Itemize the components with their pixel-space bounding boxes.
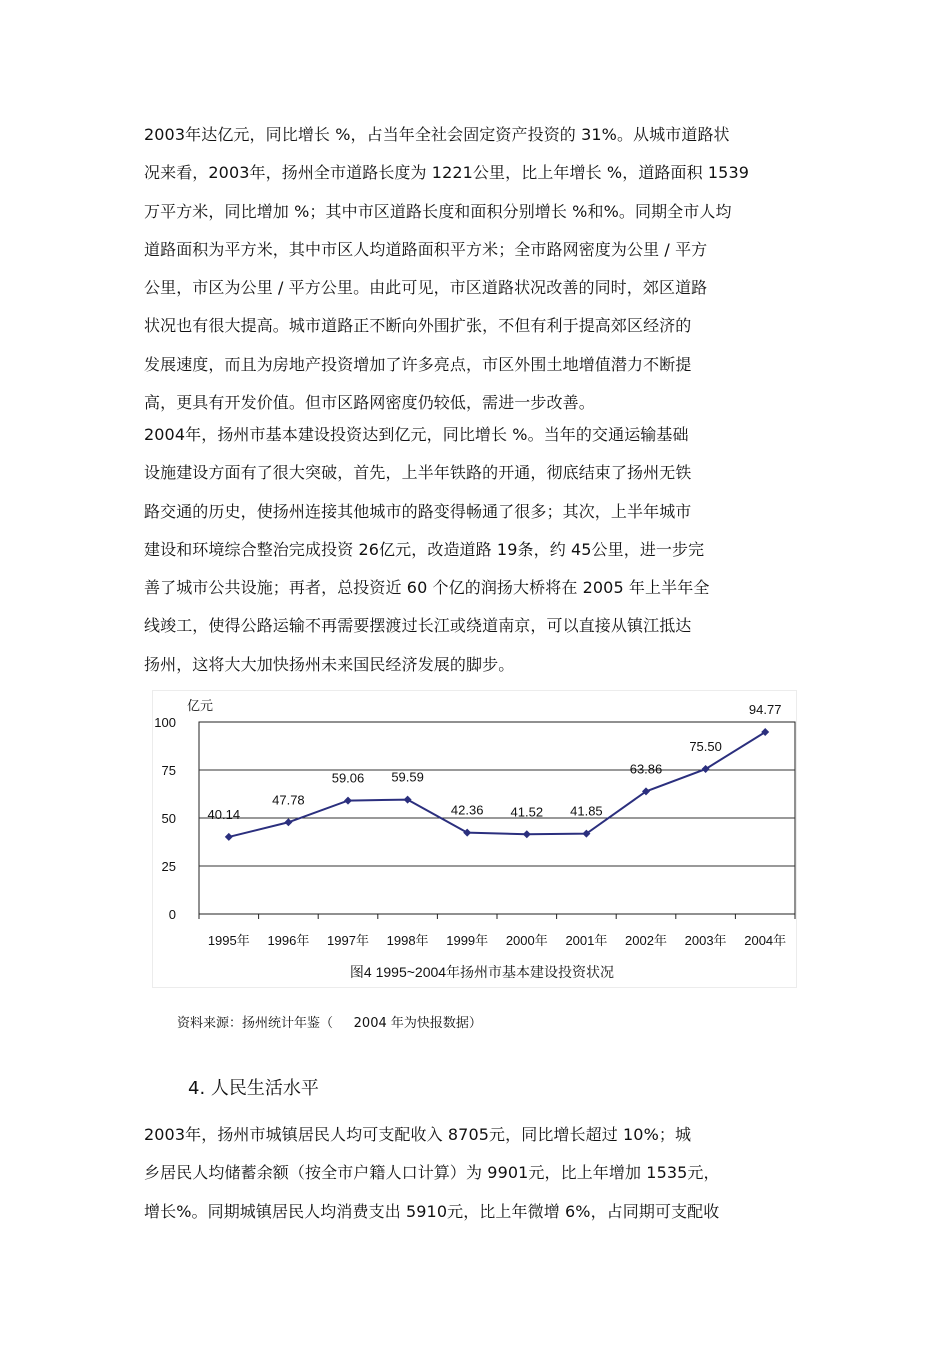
text-line: 扬州，这将大大加快扬州未来国民经济发展的脚步。: [144, 654, 515, 674]
data-label: 94.77: [748, 702, 782, 718]
text-line: 路交通的历史，使扬州连接其他城市的路变得畅通了很多；其次，上半年城市: [144, 501, 692, 521]
x-tick-label: 1996年: [267, 933, 310, 948]
x-tick-label: 2001年: [565, 933, 608, 948]
data-label: 41.85: [570, 803, 603, 819]
data-label: 59.59: [391, 769, 424, 785]
data-label: 63.86: [629, 761, 663, 777]
x-tick-label: 1995年: [207, 933, 250, 948]
text-line: 道路面积为平方米，其中市区人均道路面积平方米；全市路网密度为公里 / 平方: [144, 239, 708, 259]
x-tick-label: 1998年: [386, 933, 429, 948]
text-line: 万平方米，同比增加 %；其中市区道路长度和面积分别增长 %和%。同期全市人均: [144, 201, 732, 221]
x-tick-label: 2004年: [744, 933, 787, 948]
data-label: 40.14: [207, 806, 241, 822]
y-tick-label: 50: [161, 811, 176, 826]
section-heading: 4. 人民生活水平: [188, 1078, 319, 1099]
text-line: 发展速度，而且为房地产投资增加了许多亮点，市区外围土地增值潜力不断提: [144, 354, 692, 374]
investment-line-chart: [152, 690, 797, 988]
data-label: 42.36: [450, 802, 484, 818]
x-tick-label: 2002年: [625, 933, 667, 948]
text-line: 善了城市公共设施；再者，总投资近 60 个亿的润扬大桥将在 2005 年上半年全: [144, 578, 710, 598]
text-line: 状况也有很大提高。城市道路正不断向外围扩张，不但有利于提高郊区经济的: [144, 316, 692, 336]
text-line: 增长%。同期城镇居民人均消费支出 5910元，比上年微增 6%，占同期可支配收: [144, 1201, 720, 1221]
y-tick-label: 75: [161, 763, 176, 778]
text-line: 况来看，2003年，扬州全市道路长度为 1221公里，比上年增长 %，道路面积 1539: [144, 163, 750, 183]
paragraph-living-standard: [144, 1116, 814, 1231]
text-line: 公里，市区为公里 / 平方公里。由此可见，市区道路状况改善的同时，郊区道路: [144, 278, 708, 298]
data-label: 41.52: [510, 804, 544, 820]
data-label: 59.06: [331, 770, 365, 786]
text-line: 2003年达亿元，同比增长 %，占当年全社会固定资产投资的 31%。从城市道路状: [144, 125, 730, 144]
chart-caption: 图4 1995~2004年扬州市基本建设投资状况: [349, 964, 615, 980]
text-line: 2003年，扬州市城镇居民人均可支配收入 8705元，同比增长超过 10%；城: [144, 1125, 692, 1144]
text-line: 2004年，扬州市基本建设投资达到亿元，同比增长 %。当年的交通运输基础: [144, 425, 689, 444]
y-tick-label: 100: [154, 715, 176, 730]
text-line: 线竣工，使得公路运输不再需要摆渡过长江或绕道南京，可以直接从镇江抵达: [144, 616, 692, 636]
text-line: 乡居民人均储蓄余额（按全市户籍人口计算）为 9901元，比上年增加 1535元，: [144, 1163, 720, 1183]
x-tick-label: 2000年: [505, 933, 548, 948]
y-tick-label: 25: [161, 859, 176, 874]
text-line: 建设和环境综合整治完成投资 26亿元，改造道路 19条，约 45公里，进一步完: [144, 539, 705, 559]
source-note: 资料来源：扬州统计年鉴（ 2004 年为快报数据）: [177, 1016, 482, 1031]
x-tick-label: 1997年: [327, 933, 369, 948]
x-tick-label: 1999年: [446, 933, 489, 948]
data-label: 47.78: [272, 792, 305, 808]
y-axis-unit-label: 亿元: [187, 698, 214, 713]
y-tick-label: 0: [168, 907, 176, 922]
x-tick-label: 2003年: [684, 933, 727, 948]
data-label: 75.50: [689, 739, 722, 755]
text-line: 高，更具有开发价值。但市区路网密度仍较低，需进一步改善。: [144, 393, 595, 413]
text-line: 设施建设方面有了很大突破，首先，上半年铁路的开通，彻底结束了扬州无铁: [144, 463, 692, 483]
paragraph-2004-investment: [144, 416, 814, 684]
paragraph-road-status: [144, 116, 814, 422]
